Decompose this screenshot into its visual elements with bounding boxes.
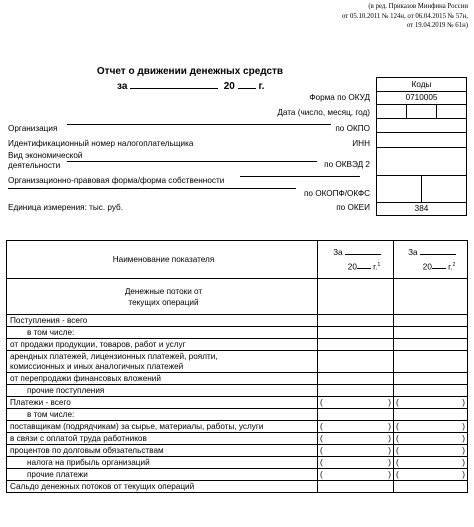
value-cell[interactable] [394,457,468,469]
value-cell[interactable] [318,433,394,445]
col2-year: 20 [422,262,432,272]
report-title: Отчет о движении денежных средств [96,66,284,77]
paren-wrapper [394,458,467,467]
section-title-line2: текущих операций [128,297,199,307]
paren-wrapper [394,434,467,443]
paren-wrapper [394,446,467,455]
paren-close: ) [462,422,465,431]
okud-label: Форма по ОКУД [309,93,370,102]
organization-label: Организация [8,124,58,133]
okved-label: по ОКВЭД 2 [324,160,370,169]
edition-note-line2: от 05.10.2011 № 124н, от 06.04.2015 № 57н, [341,12,468,20]
col2-prefix: За [408,247,418,257]
legal-form-label: Организационно-правовая форма/форма собственности [8,176,225,185]
value-cell[interactable] [394,481,468,493]
col1-year: 20 [347,262,357,272]
col1-date-field[interactable] [345,247,381,255]
value-cell[interactable] [394,327,468,339]
paren-wrapper [394,470,467,479]
row-label: Сальдо денежных потоков от текущих операций [7,481,318,493]
col1-year-field[interactable] [357,261,371,269]
paren-wrapper [394,422,467,431]
col2-year-field[interactable] [432,261,446,269]
value-cell[interactable] [394,385,468,397]
row-label: от перепродажи финансовых вложений [7,373,318,385]
section-title-line1: Денежные потоки от [124,286,203,296]
table-row [7,315,468,327]
codes-box [376,77,467,216]
paren-open: ( [320,470,323,479]
paren-open: ( [396,446,399,455]
col2-date-field[interactable] [420,247,456,255]
period-prefix: за [117,81,128,92]
paren-wrapper [318,422,393,431]
value-cell[interactable] [394,469,468,481]
table-row [7,351,468,373]
value-cell[interactable] [394,421,468,433]
paren-open: ( [320,458,323,467]
value-cell[interactable] [394,445,468,457]
paren-close: ) [462,398,465,407]
table-header-row [7,241,468,279]
unit-label: Единица измерения: тыс. руб. [8,203,124,212]
report-period [117,80,264,92]
row-label: в том числе: [7,409,318,421]
table-row [7,339,468,351]
row-label: прочие поступления [7,385,318,397]
table-row [7,327,468,339]
edition-note-line3: от 19.04.2019 № 61н) [406,22,468,30]
value-cell[interactable] [394,339,468,351]
paren-wrapper [318,434,393,443]
activity-label-line1: Вид экономической [8,151,83,160]
paren-close: ) [462,470,465,479]
value-cell[interactable] [318,339,394,351]
row-label: в связи с оплатой труда работников [7,433,318,445]
okpo-code[interactable] [377,119,467,133]
paren-close: ) [462,446,465,455]
inn-field-label: Идентификационный номер налогоплательщика [8,139,194,148]
paren-wrapper [394,398,467,407]
activity-field[interactable] [67,161,317,162]
col2-note: 2 [452,261,456,268]
period-year-field[interactable] [238,80,256,89]
date-label: Дата (число, месяц, год) [277,108,370,117]
paren-close: ) [462,458,465,467]
row-label-line2: комиссионных и иных аналогичных платежей [10,361,184,371]
col-period2-header [394,241,468,279]
table-row [7,457,468,469]
table-body [7,315,468,493]
paren-close: ) [388,458,391,467]
value-cell[interactable] [318,469,394,481]
activity-label-line2: деятельности [8,161,61,170]
table-row [7,385,468,397]
value-cell[interactable] [318,327,394,339]
value-cell[interactable] [318,385,394,397]
value-cell[interactable] [394,397,468,409]
okopf-code-cell[interactable] [377,175,467,202]
row-label: Поступления - всего [7,315,318,327]
value-cell[interactable] [318,445,394,457]
value-cell[interactable] [318,351,394,373]
paren-close: ) [388,398,391,407]
okei-label: по ОКЕИ [336,203,370,212]
value-cell[interactable] [318,457,394,469]
paren-open: ( [320,422,323,431]
paren-open: ( [396,422,399,431]
row-label: Платежи - всего [7,397,318,409]
paren-open: ( [396,470,399,479]
col1-prefix: За [333,247,343,257]
row-label [7,351,318,373]
value-cell[interactable] [318,421,394,433]
paren-close: ) [388,434,391,443]
value-cell[interactable] [394,409,468,421]
paren-close: ) [388,470,391,479]
paren-close: ) [462,434,465,443]
section-row [7,279,468,315]
col-period1-header [318,241,394,279]
row-label: прочие платежи [7,469,318,481]
table-row [7,445,468,457]
table-row [7,481,468,493]
period-year: 20 [223,81,235,92]
col1-note: 1 [377,261,381,268]
table-row [7,421,468,433]
organization-field[interactable] [67,124,331,125]
table-row [7,373,468,385]
value-cell[interactable] [318,315,394,327]
paren-wrapper [318,446,393,455]
value-cell[interactable] [394,351,468,373]
paren-wrapper [318,470,393,479]
paren-close: ) [388,446,391,455]
value-cell[interactable] [318,409,394,421]
paren-open: ( [396,434,399,443]
row-label: в том числе: [7,327,318,339]
inn-code[interactable] [377,132,467,147]
col-name-header: Наименование показателя [7,241,318,279]
edition-note-line1: (в ред. Приказов Минфина России [368,3,468,10]
okud-code: 0710005 [377,91,467,105]
date-code-cell[interactable] [377,105,467,119]
paren-close: ) [388,422,391,431]
value-cell[interactable] [318,481,394,493]
row-label: от продажи продукции, товаров, работ и услуг [7,339,318,351]
inn-label: ИНН [352,139,370,148]
table-row [7,409,468,421]
value-cell[interactable] [394,315,468,327]
codes-header: Коды [377,78,467,92]
value-cell[interactable] [318,373,394,385]
row-label: процентов по долговым обязательствам [7,445,318,457]
okved-code[interactable] [377,147,467,175]
row-label-line1: арендных платежей, лицензионных платежей, роялти, [10,351,218,361]
value-cell[interactable] [318,397,394,409]
section-title [7,279,318,315]
edition-note [268,2,468,31]
table-row [7,433,468,445]
period-suffix: г. [258,81,265,92]
table-row [7,469,468,481]
paren-open: ( [396,458,399,467]
legal-form-field-1[interactable] [240,176,360,177]
col1-suffix: г. [373,262,378,272]
table-row [7,397,468,409]
paren-open: ( [320,398,323,407]
paren-open: ( [320,434,323,443]
okei-code: 384 [377,202,467,216]
row-label: налога на прибыль организаций [7,457,318,469]
okpo-label: по ОКПО [335,124,370,133]
cashflow-table [6,240,468,493]
period-date-field[interactable] [130,80,218,89]
row-label: поставщикам (подрядчикам) за сырье, материалы, работы, услуги [7,421,318,433]
col2-suffix: г. [448,262,453,272]
value-cell[interactable] [394,433,468,445]
paren-open: ( [320,446,323,455]
okopf-label: по ОКОПФ/ОКФС [303,189,370,198]
paren-wrapper [318,398,393,407]
paren-wrapper [318,458,393,467]
legal-form-field-2[interactable] [8,188,296,189]
paren-open: ( [396,398,399,407]
value-cell[interactable] [394,373,468,385]
